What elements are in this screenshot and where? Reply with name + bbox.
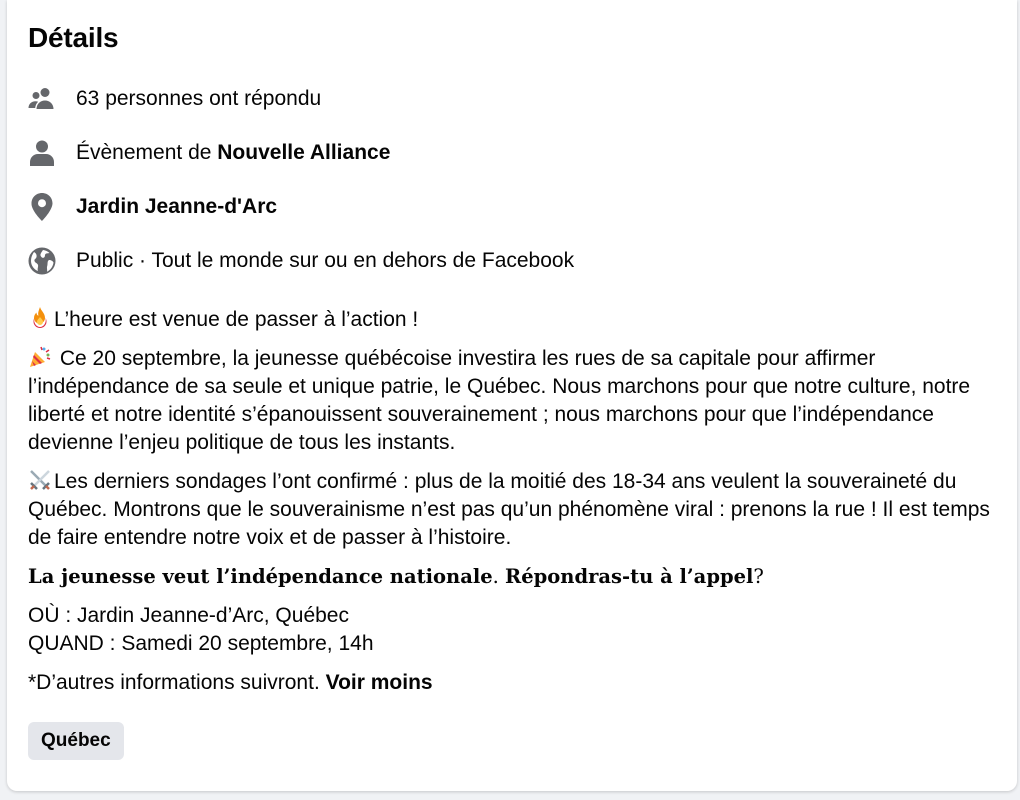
description-paragraph-2 (28, 345, 1008, 457)
description-paragraph-3-text: Les derniers sondages l’ont confirmé : plus de la moitié des 18-34 ans veulent la souveraineté du Québec. Montrons que le souverainisme n’est pas qu’un phénomène viral : prenons la rue ! Il est temps de faire entendre notre voix et de passer à l’histoire. (28, 470, 990, 549)
globe-icon (28, 247, 56, 275)
description-where: OÙ : Jardin Jeanne-d’Arc, Québec (28, 604, 349, 627)
event-details-card (7, 0, 1017, 791)
description-line-1-text: L’heure est venue de passer à l’action ! (54, 308, 419, 331)
description-more-info (28, 669, 1008, 697)
event-host-row (28, 136, 390, 170)
privacy-text: Public · Tout le monde sur ou en dehors de Facebook (76, 249, 575, 272)
crossed-swords-icon (28, 468, 52, 492)
tag-quebec[interactable]: Québec (28, 722, 124, 760)
description-bold-line (28, 563, 1008, 591)
location-link[interactable]: Jardin Jeanne-d'Arc (76, 195, 278, 218)
bold-line-part-a: La jeunesse veut l’indépendance nationale (28, 565, 493, 588)
event-host-link[interactable]: Nouvelle Alliance (217, 141, 391, 164)
fire-icon (28, 306, 52, 330)
description-when: QUAND : Samedi 20 septembre, 14h (28, 632, 374, 655)
see-less-link[interactable]: Voir moins (325, 671, 433, 694)
person-icon (28, 139, 56, 167)
event-host-prefix: Évènement de (76, 141, 218, 164)
location-pin-icon (28, 193, 56, 221)
responded-count-text: 63 personnes ont répondu (76, 87, 322, 110)
privacy-row (28, 244, 574, 278)
more-info-text: *D’autres informations suivront. (28, 671, 326, 694)
description-line-1 (28, 306, 1008, 334)
event-description (28, 306, 1008, 697)
party-popper-icon (28, 345, 52, 369)
description-paragraph-3 (28, 468, 1008, 552)
responded-row (28, 82, 321, 116)
location-row (28, 190, 277, 224)
bold-line-part-b: Répondras-tu à l’appel (505, 565, 754, 588)
description-paragraph-2-text: Ce 20 septembre, la jeunesse québécoise investira les rues de sa capitale pour affirmer l’indépendance de sa seule et unique patrie, le Québec. Nous marchons pour que notre culture, notre liberté et notre identité s’épanouissent souverainement ; nous marchons pour que l’indépendance devienne l’enjeu politique de tous les instants. (28, 347, 971, 454)
people-icon (28, 85, 56, 113)
bold-line-sep: . (492, 565, 506, 588)
bold-line-end: ? (753, 565, 764, 588)
details-title: Détails (28, 22, 119, 53)
